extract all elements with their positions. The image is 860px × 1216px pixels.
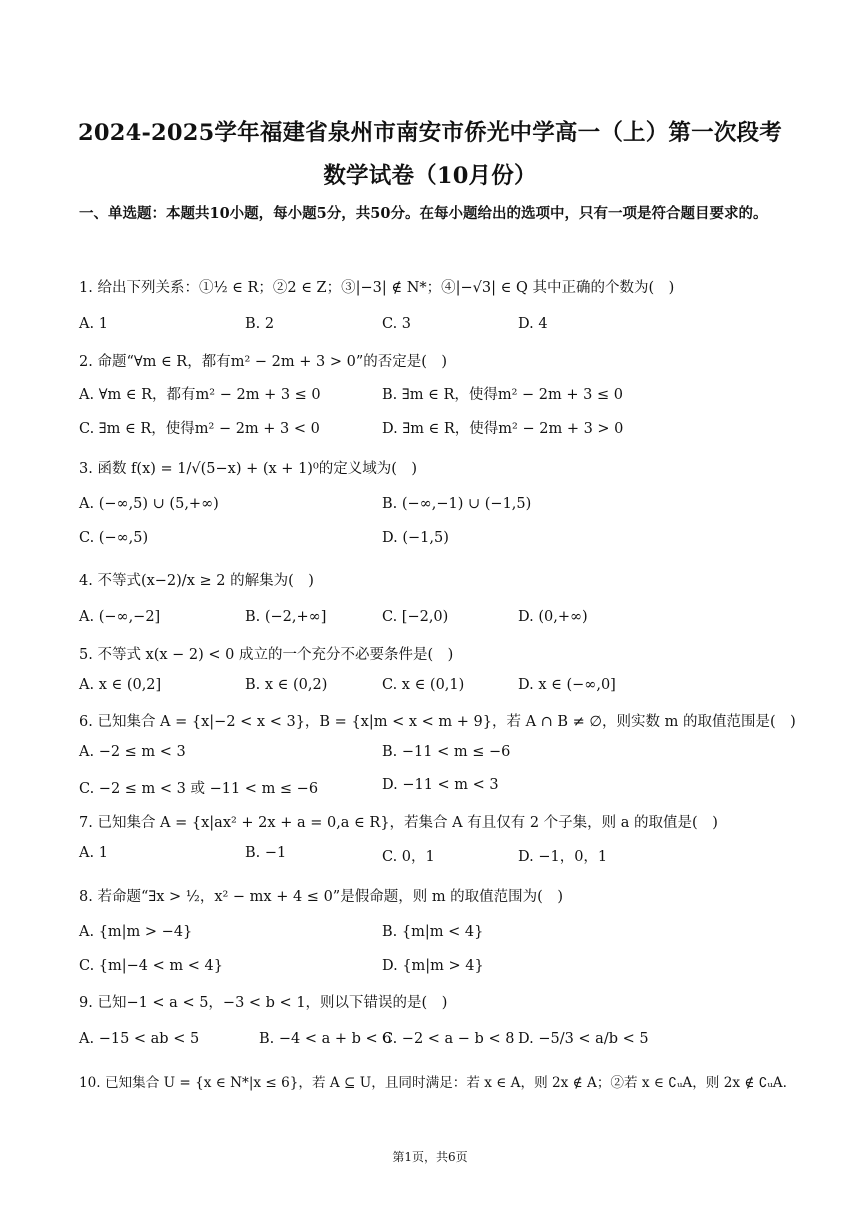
question-1-stem: 1. 给出下列关系：①½ ∈ R；②2 ∈ Z；③|−3| ∉ N*；④|−√3| ∈ Q 其中正确的个数为( ) bbox=[79, 280, 675, 296]
option-c: C. 0，1 bbox=[382, 849, 435, 865]
option-d: D. −11 < m < 3 bbox=[382, 777, 499, 793]
question-10-stem: 10. 已知集合 U = {x ∈ N*|x ≤ 6}，若 A ⊆ U，且同时满足：若 x ∈ A，则 2x ∉ A；②若 x ∈ ∁ᵤA，则 2x ∉ ∁ᵤA. bbox=[79, 1075, 787, 1091]
option-a: A. {m|m > −4} bbox=[79, 924, 193, 940]
exam-title-line2: 数学试卷（10月份） bbox=[323, 163, 537, 189]
option-a: A. 1 bbox=[79, 316, 108, 332]
option-c: C. ∃m ∈ R，使得m² − 2m + 3 < 0 bbox=[79, 421, 320, 437]
option-c: C. (−∞,5) bbox=[79, 530, 149, 546]
question-6-stem: 6. 已知集合 A = {x|−2 < x < 3}，B = {x|m < x < m + 9}，若 A ∩ B ≠ ∅，则实数 m 的取值范围是( ) bbox=[79, 714, 796, 730]
page-footer: 第1页，共6页 bbox=[392, 1150, 468, 1164]
option-a: A. (−∞,5) ∪ (5,+∞) bbox=[79, 496, 219, 512]
question-5-stem: 5. 不等式 x(x − 2) < 0 成立的一个充分不必要条件是( ) bbox=[79, 647, 454, 663]
question-4-stem: 4. 不等式(x−2)/x ≥ 2 的解集为( ) bbox=[79, 573, 314, 589]
option-b: B. 2 bbox=[245, 316, 275, 332]
option-c: C. 3 bbox=[382, 316, 412, 332]
option-d: D. ∃m ∈ R，使得m² − 2m + 3 > 0 bbox=[382, 421, 624, 437]
question-8-stem: 8. 若命题“∃x > ½，x² − mx + 4 ≤ 0”是假命题，则 m 的取值范围为( ) bbox=[79, 889, 563, 905]
question-3-stem: 3. 函数 f(x) = 1/√(5−x) + (x + 1)⁰的定义域为( ) bbox=[79, 461, 418, 477]
option-c: C. [−2,0) bbox=[382, 609, 449, 625]
option-b: B. (−2,+∞] bbox=[245, 609, 327, 625]
option-d: D. −1，0，1 bbox=[518, 849, 608, 865]
section-heading: 一、单选题：本题共10小题，每小题5分，共50分。在每小题给出的选项中，只有一项是符合题目要求的。 bbox=[79, 205, 768, 222]
option-c: C. −2 ≤ m < 3 或 −11 < m ≤ −6 bbox=[79, 781, 319, 797]
option-a: A. 1 bbox=[79, 845, 108, 861]
option-b: B. −1 bbox=[245, 845, 287, 861]
option-d: D. 4 bbox=[518, 316, 548, 332]
option-b: B. −11 < m ≤ −6 bbox=[382, 744, 511, 760]
exam-title-line1: 2024-2025学年福建省泉州市南安市侨光中学高一（上）第一次段考 bbox=[78, 120, 782, 146]
option-b: B. x ∈ (0,2) bbox=[245, 677, 328, 693]
option-a: A. −15 < ab < 5 bbox=[79, 1031, 200, 1047]
option-a: A. ∀m ∈ R，都有m² − 2m + 3 ≤ 0 bbox=[79, 387, 321, 403]
option-b: B. −4 < a + b < 6 bbox=[259, 1031, 392, 1047]
option-a: A. −2 ≤ m < 3 bbox=[79, 744, 186, 760]
question-2-stem: 2. 命题“∀m ∈ R，都有m² − 2m + 3 > 0”的否定是( ) bbox=[79, 354, 448, 370]
option-b: B. ∃m ∈ R，使得m² − 2m + 3 ≤ 0 bbox=[382, 387, 623, 403]
option-d: D. (0,+∞) bbox=[518, 609, 588, 625]
option-a: A. (−∞,−2] bbox=[79, 609, 161, 625]
option-c: C. {m|−4 < m < 4} bbox=[79, 958, 223, 974]
option-c: C. x ∈ (0,1) bbox=[382, 677, 465, 693]
question-7-stem: 7. 已知集合 A = {x|ax² + 2x + a = 0,a ∈ R}，若集合 A 有且仅有 2 个子集，则 a 的取值是( ) bbox=[79, 815, 718, 831]
option-b: B. {m|m < 4} bbox=[382, 924, 484, 940]
option-b: B. (−∞,−1) ∪ (−1,5) bbox=[382, 496, 532, 512]
option-c: C. −2 < a − b < 8 bbox=[382, 1031, 515, 1047]
option-a: A. x ∈ (0,2] bbox=[79, 677, 162, 693]
option-d: D. −5/3 < a/b < 5 bbox=[518, 1031, 649, 1047]
question-9-stem: 9. 已知−1 < a < 5，−3 < b < 1，则以下错误的是( ) bbox=[79, 995, 448, 1011]
option-d: D. {m|m > 4} bbox=[382, 958, 484, 974]
option-d: D. (−1,5) bbox=[382, 530, 449, 546]
option-d: D. x ∈ (−∞,0] bbox=[518, 677, 616, 693]
